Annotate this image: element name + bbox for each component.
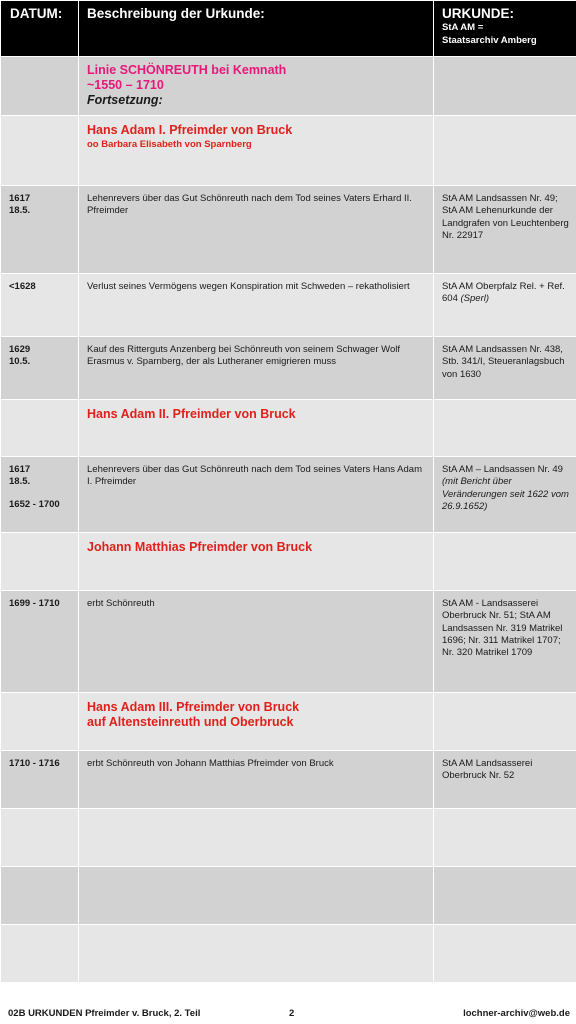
- column-header-datum: DATUM:: [10, 6, 63, 21]
- table-row: [1, 274, 576, 337]
- header-beschreibung: [79, 1, 434, 57]
- lineage-name: Linie SCHÖNREUTH bei Kemnath: [87, 63, 287, 77]
- table-row: [1, 591, 576, 693]
- entry-date: 1710 - 1716: [9, 758, 60, 769]
- entry-description: Verlust seines Vermögens wegen Konspiration mit Schweden – rekatholisiert: [87, 281, 410, 292]
- table-row-empty: [1, 809, 576, 867]
- entry-date: 1629 10.5.: [9, 344, 31, 367]
- entry-description: Lehenrevers über das Gut Schönreuth nach dem Tod seines Vaters Erhard II. Pfreimder: [87, 193, 412, 217]
- entry-source-note: (mit Bericht über Veränderungen seit 1622 vom 26.9.1652): [442, 476, 569, 512]
- entry-description: Lehenrevers über das Gut Schönreuth nach dem Tod seines Vaters Hans Adam I. Pfreimder: [87, 464, 422, 488]
- entry-source: StA AM Landsassen Nr. 49; StA AM Lehenurkunde der Landgrafen von Leuchtenberg Nr. 22917: [442, 193, 569, 241]
- table-row: [1, 337, 576, 400]
- person-name: Hans Adam III. Pfreimder von Bruck auf Altensteinreuth und Oberbruck: [87, 700, 300, 729]
- column-header-beschreibung: Beschreibung der Urkunde:: [87, 6, 265, 21]
- table-row: [1, 693, 576, 751]
- header-datum: [1, 1, 79, 57]
- page-footer: [0, 1000, 576, 1024]
- person-name: Johann Matthias Pfreimder von Bruck: [87, 540, 313, 554]
- entry-source: StA AM Landsassen Nr. 438, Stb. 341/I, Steueranlagsbuch von 1630: [442, 344, 565, 380]
- lineage-title: [79, 57, 433, 108]
- header-urkunde-note-1: StA AM =: [442, 22, 484, 33]
- person-spouse: oo Barbara Elisabeth von Sparnberg: [87, 139, 252, 150]
- table-header: [1, 1, 576, 57]
- table-row-empty: [1, 867, 576, 925]
- entry-description: Kauf des Ritterguts Anzenberg bei Schönreuth von seinem Schwager Wolf Erasmus v. Sparnberg, der als Lutheraner emigrieren muss: [87, 344, 400, 368]
- person-name: Hans Adam I. Pfreimder von Bruck: [87, 123, 293, 137]
- entry-date: 1617 18.5.: [9, 193, 31, 216]
- table-row: [1, 751, 576, 809]
- entry-source: StA AM - Landsasserei Oberbruck Nr. 51; StA AM Landsassen Nr. 319 Matrikel 1696; Nr. 311 Matrikel 1707; Nr. 320 Matrikel 1709: [442, 598, 563, 659]
- footer-email: lochner-archiv@web.de: [463, 1008, 570, 1019]
- table-row-empty: [1, 925, 576, 983]
- entry-date: 1699 - 1710: [9, 598, 60, 609]
- entry-source-note: (Sperl): [460, 293, 490, 305]
- header-urkunde-note-2: Staatsarchiv Amberg: [442, 35, 537, 46]
- footer-document-title: 02B URKUNDEN Pfreimder v. Bruck, 2. Teil: [8, 1008, 201, 1019]
- column-header-urkunde: URKUNDE:: [442, 6, 514, 21]
- entry-source: StA AM Oberpfalz Rel. + Ref. 604 (Sperl): [442, 281, 565, 305]
- entry-date: <1628: [9, 281, 36, 292]
- lineage-continuation: Fortsetzung:: [87, 93, 163, 107]
- table-row: [1, 457, 576, 533]
- table-row: [1, 116, 576, 186]
- table-row: [1, 533, 576, 591]
- table-row: [1, 57, 576, 116]
- entry-date: 1617 18.5. 1652 - 1700: [9, 464, 60, 510]
- footer-page-number: 2: [289, 1008, 295, 1019]
- entry-description: erbt Schönreuth: [87, 598, 155, 609]
- person-name: Hans Adam II. Pfreimder von Bruck: [87, 407, 296, 421]
- entry-description: erbt Schönreuth von Johann Matthias Pfreimder von Bruck: [87, 758, 334, 769]
- entry-source: StA AM Landsasserei Oberbruck Nr. 52: [442, 758, 533, 782]
- lineage-period: ~1550 – 1710: [87, 78, 164, 92]
- entry-source: StA AM – Landsassen Nr. 49 (mit Bericht über Veränderungen seit 1622 vom 26.9.1652): [442, 464, 569, 512]
- table-row: [1, 400, 576, 457]
- header-urkunde: [434, 1, 576, 57]
- table-row: [1, 186, 576, 274]
